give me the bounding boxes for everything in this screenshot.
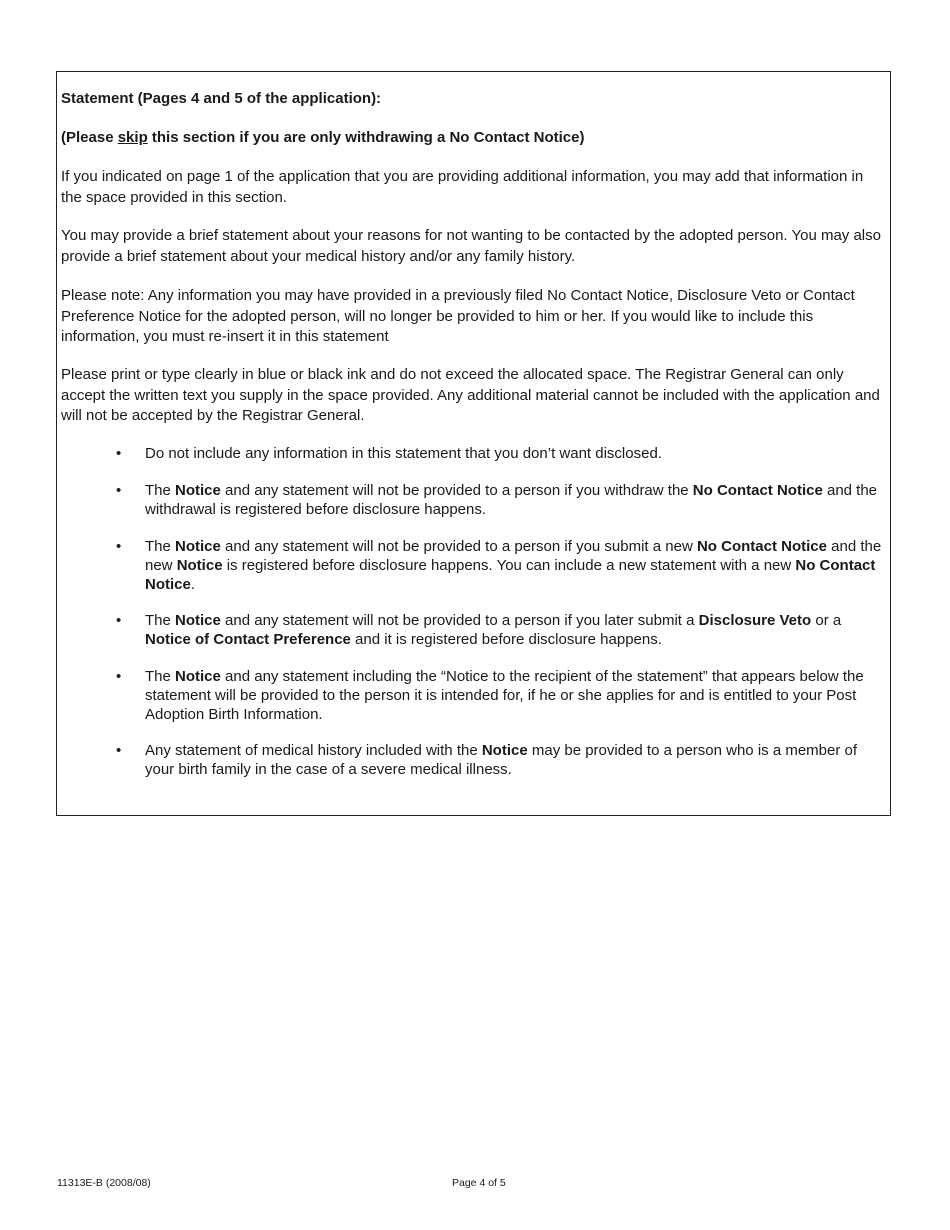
bullet-dot: • — [116, 668, 122, 685]
bullet-text: The Notice and any statement will not be provided to a person if you later submit a Disclosure Veto or a Notice of Contact Preference and it is registered before disclosure happens. — [145, 612, 842, 648]
paragraph-additional-info: If you indicated on page 1 of the application that you are providing additional information, you may add that information in the space provided in this section. — [61, 168, 864, 206]
bullet-dot: • — [116, 445, 122, 462]
paragraph-print-instructions: Please print or type clearly in blue or black ink and do not exceed the allocated space. The Registrar General can only accept the written text you supply in the space provided. Any additional material cannot be included with the application and will not be accepted by the Registrar General. — [61, 366, 880, 424]
page-number: Page 4 of 5 — [452, 1177, 506, 1189]
bullet-dot: • — [116, 538, 122, 555]
paragraph-please-note: Please note: Any information you may have provided in a previously filed No Contact Notice, Disclosure Veto or Contact Preference Notice for the adopted person, will no longer be provided to him or her. If you would like to include this information, you must re-insert it in this statement — [61, 287, 855, 345]
bullet-dot: • — [116, 612, 122, 629]
bullet-text: Do not include any information in this statement that you don’t want disclosed. — [145, 445, 662, 462]
form-number: 11313E-B (2008/08) — [57, 1177, 151, 1189]
bullet-dot: • — [116, 482, 122, 499]
paragraph-brief-statement: You may provide a brief statement about your reasons for not wanting to be contacted by the adopted person. You may also provide a brief statement about your medical history and/or any family history. — [61, 227, 881, 265]
bullet-text: The Notice and any statement will not be provided to a person if you submit a new No Contact Notice and the new Notice is registered before disclosure happens. You can include a new statement with a new No Contact Notice. — [145, 538, 882, 593]
skip-word: skip — [117, 129, 148, 146]
bullet-text: The Notice and any statement will not be provided to a person if you withdraw the No Contact Notice and the withdrawal is registered before disclosure happens. — [145, 482, 878, 518]
bullet-dot: • — [116, 742, 122, 759]
bullet-text: Any statement of medical history included with the Notice may be provided to a person who is a member of your birth family in the case of a severe medical illness. — [145, 742, 858, 778]
skip-instruction: (Please skip this section if you are only withdrawing a No Contact Notice) — [61, 129, 585, 146]
bullet-text: The Notice and any statement including the “Notice to the recipient of the statement” that appears below the statement will be provided to the person it is intended for, if he or she applies for and is entitled to your Post Adoption Birth Information. — [145, 668, 864, 723]
section-title: Statement (Pages 4 and 5 of the application): — [61, 90, 382, 107]
